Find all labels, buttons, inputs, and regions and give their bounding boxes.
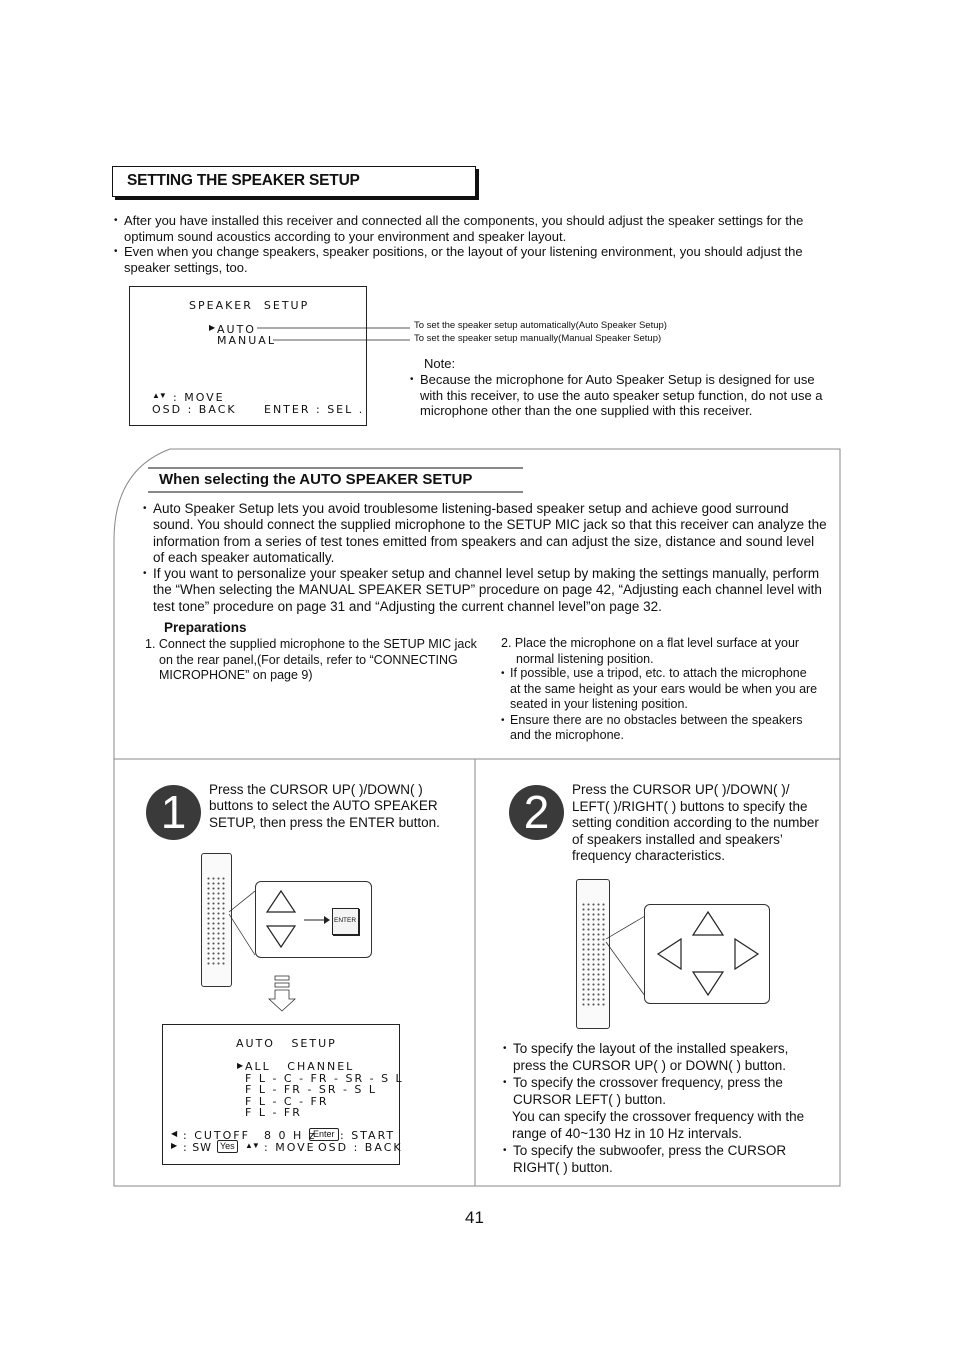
option-fl-c-fr-sr-sl: F L - C - FR - SR - S L: [245, 1071, 404, 1085]
move-hint: : MOVE: [173, 391, 225, 404]
back-hint: OSD : BACK: [152, 403, 237, 416]
enter-key-badge: Enter: [309, 1128, 339, 1141]
enter-hint: ENTER : SEL .: [264, 403, 365, 416]
step-1-number: 1: [146, 785, 201, 840]
right-arrow-icon: ▶: [171, 1141, 178, 1150]
start-label: : START: [340, 1129, 396, 1142]
cursor-up-icon[interactable]: [692, 911, 724, 936]
step2-bullet: • To specify the subwoofer, press the CURSOR RIGHT( ) button.: [503, 1142, 825, 1176]
prep-step-2: 2. Place the microphone on a flat level surface at your normal listening position.: [501, 636, 800, 666]
screen-title: SPEAKER SETUP: [189, 299, 310, 312]
auto-setup-title: AUTO SETUP: [236, 1037, 337, 1050]
note-text: • Because the microphone for Auto Speaker Setup is designed for use with this receiver, to use the auto speaker setup function, do not use a microphone other than the one supplied with this receiver.: [410, 372, 830, 419]
back-label: OSD : BACK: [318, 1141, 403, 1154]
auto-bullet: • If you want to personalize your speaker setup and channel level setup by making the settings manually, perform the “When selecting the MANUAL SPEAKER SETUP” procedure on page 42, “Adjusting each channel level with test tone” procedure on page 31 and “Adjusting the current channel level”on page 32.: [143, 566, 827, 615]
prep-bullet: • Ensure there are no obstacles between the speakers and the microphone.: [501, 713, 819, 744]
move-label: : MOVE: [264, 1141, 316, 1154]
prep-step-1: 1. Connect the supplied microphone to the SETUP MIC jack on the rear panel,(For details, refer to “CONNECTING MICROPHONE” on page 9): [145, 637, 477, 682]
left-arrow-icon: ◀: [171, 1129, 178, 1138]
callout-auto: To set the speaker setup automatically(Auto Speaker Setup): [414, 320, 667, 331]
step-2-bullets: [503, 1040, 825, 1176]
option-fl-fr-sr-sl: F L - FR - SR - S L: [245, 1083, 378, 1096]
up-down-arrow-icon: ▲▼: [245, 1141, 259, 1150]
sw-label: : SW: [183, 1141, 213, 1154]
cutoff-label: : CUTOFF: [183, 1129, 250, 1142]
option-fl-c-fr: F L - C - FR: [245, 1094, 329, 1108]
option-auto: AUTO: [217, 323, 256, 336]
step2-bullet: • To specify the layout of the installed speakers, press the CURSOR UP( ) or DOWN( ) button.: [503, 1040, 825, 1074]
prep-bullet: • If possible, use a tripod, etc. to attach the microphone at the same height as your ears would be when you are seated in your listening position.: [501, 666, 819, 713]
preparations-label: Preparations: [164, 620, 247, 635]
crossover-note: You can specify the crossover frequency with the range of 40~130 Hz in 10 Hz intervals.: [512, 1109, 805, 1141]
step-1-text: Press the CURSOR UP( )/DOWN( ) buttons to select the AUTO SPEAKER SETUP, then press the ENTER button.: [209, 782, 440, 830]
selection-arrow-icon: ▶: [209, 323, 216, 332]
selection-arrow-icon: ▶: [237, 1061, 244, 1070]
section-title: SETTING THE SPEAKER SETUP: [127, 172, 360, 189]
page-number: 41: [465, 1208, 484, 1227]
step2-bullet: • To specify the crossover frequency, press the CURSOR LEFT( ) button.: [503, 1074, 825, 1108]
cursor-pad-step2: [644, 904, 770, 1004]
intro-bullet: • After you have installed this receiver and connected all the components, you should adjust the speaker settings for the optimum sound acoustics according to your environment and speaker layout.: [114, 213, 804, 244]
option-fl-fr: F L - FR: [245, 1106, 302, 1119]
auto-section-title: When selecting the AUTO SPEAKER SETUP: [159, 471, 473, 488]
cursor-right-icon[interactable]: [734, 938, 759, 970]
step-2-number: 2: [509, 785, 564, 840]
yes-key-badge: Yes: [217, 1140, 238, 1153]
cutoff-value: 8 0 H z: [264, 1129, 317, 1142]
callout-manual: To set the speaker setup manually(Manual Speaker Setup): [414, 333, 662, 344]
option-manual: MANUAL: [217, 334, 276, 347]
note-label: Note:: [424, 356, 456, 371]
enter-key-label: ENTER: [334, 917, 357, 924]
intro-bullet: • Even when you change speakers, speaker positions, or the layout of your listening environment, you should adjust the speaker settings, too.: [114, 244, 804, 275]
step-2-text: Press the CURSOR UP( )/DOWN( )/ LEFT( )/RIGHT( ) buttons to specify the setting condition according to the number of speakers installed and speakers’ frequency characteristics.: [572, 782, 819, 864]
auto-bullet: • Auto Speaker Setup lets you avoid troublesome listening-based speaker setup and achieve good surround sound. You should connect the supplied microphone to the SETUP MIC jack so that this receiver can analyze the information from a series of test tones emitted from speakers and can adjust the size, distance and sound level of each speaker automatically.: [143, 501, 827, 566]
cursor-left-icon[interactable]: [657, 938, 682, 970]
option-all-channel: ALL CHANNEL: [245, 1060, 355, 1073]
up-down-arrow-icon: ▲▼: [152, 391, 166, 400]
cursor-down-icon[interactable]: [692, 971, 724, 996]
